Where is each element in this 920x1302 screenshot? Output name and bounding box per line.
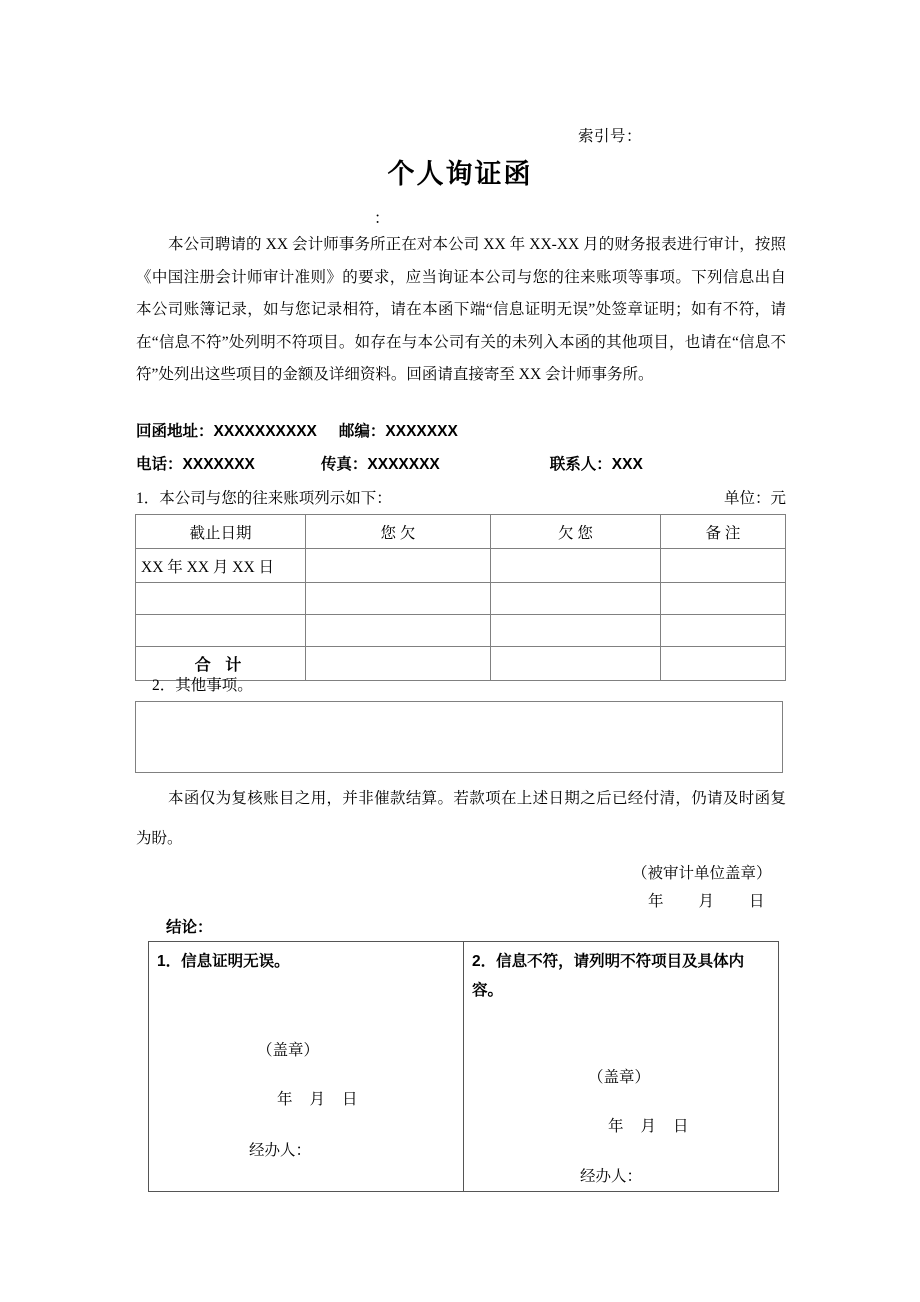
- cell-total-remark[interactable]: [661, 647, 786, 681]
- column-header-owe-you: 欠 您: [491, 515, 661, 549]
- phone-label: 电话：: [136, 456, 183, 473]
- conclusion-row: [149, 942, 779, 1192]
- other-matters-box[interactable]: [135, 701, 783, 773]
- date-year-label: 年: [648, 893, 665, 910]
- closing-paragraph: 本函仅为复核账目之用，并非催款结算。若款项在上述日期之后已经付清，仍请及时函复为盼。: [136, 790, 786, 847]
- cell-you-owe[interactable]: [306, 583, 491, 615]
- column-header-date: 截止日期: [136, 515, 306, 549]
- cell-you-owe[interactable]: [306, 615, 491, 647]
- fax-value: XXXXXXX: [367, 456, 440, 473]
- date-year-label: 年: [277, 1091, 294, 1108]
- column-header-you-owe: 您 欠: [306, 515, 491, 549]
- table-row: [136, 549, 786, 583]
- cell-owe-you[interactable]: [491, 615, 661, 647]
- option1-seal-note: （盖章）: [257, 1042, 320, 1059]
- cell-date[interactable]: [136, 615, 306, 647]
- cell-owe-you[interactable]: [491, 583, 661, 615]
- table-header-row: [136, 515, 786, 549]
- option1-heading: 1．信息证明无误。: [157, 953, 290, 970]
- fax-label: 传真：: [320, 456, 368, 473]
- table-row: [136, 583, 786, 615]
- phone-value: XXXXXXX: [182, 456, 255, 473]
- cell-remark[interactable]: [661, 583, 786, 615]
- account-table: [135, 514, 786, 681]
- date-day-label: 日: [749, 893, 766, 910]
- address-value: XXXXXXXXXX: [213, 423, 317, 440]
- date-year-label: 年: [608, 1118, 625, 1135]
- section2-heading: 2．其他事项。: [152, 677, 253, 694]
- date-month-label: 月: [309, 1091, 327, 1108]
- date-month-label: 月: [698, 893, 716, 910]
- index-number-label: 索引号：: [578, 128, 643, 145]
- option1-date-line: [277, 1087, 359, 1109]
- contact-address-line: [136, 419, 458, 441]
- cell-date[interactable]: [136, 583, 306, 615]
- cell-owe-you[interactable]: [491, 549, 661, 583]
- zip-label: 邮编：: [338, 423, 386, 440]
- date-day-label: 日: [342, 1091, 359, 1108]
- date-month-label: 月: [640, 1118, 658, 1135]
- option2-seal-note: （盖章）: [588, 1069, 651, 1086]
- zip-value: XXXXXXX: [385, 423, 458, 440]
- audited-entity-seal-note: （被审计单位盖章）: [632, 865, 772, 882]
- option1-handler-label: 经办人：: [249, 1142, 312, 1159]
- contact-person-value: XXX: [611, 456, 643, 473]
- section1-heading: 1．本公司与您的往来账项列示如下：: [136, 490, 392, 507]
- cell-date[interactable]: XX 年 XX 月 XX 日: [136, 549, 306, 583]
- unit-note: 单位：元: [723, 490, 786, 507]
- cell-total-owe-you[interactable]: [491, 647, 661, 681]
- cell-total-you-owe[interactable]: [306, 647, 491, 681]
- addressee-line: ：: [374, 210, 390, 227]
- conclusion-table: [148, 941, 779, 1192]
- body-paragraph: 本公司聘请的 XX 会计师事务所正在对本公司 XX 年 XX-XX 月的财务报表进行审计，按照《中国注册会计师审计准则》的要求，应当询证本公司与您的往来账项等事项。下列信息出自本公司账簿记录，如与您记录相符，请在本函下端“信息证明无误”处签章证明；如有不符，请在“信息不符”处列明不符项目。如存在与本公司有关的未列入本函的其他项目，也请在“信息不符”处列出这些项目的金额及详细资料。回函请直接寄至 XX 会计师事务所。: [136, 236, 786, 383]
- table-row: [136, 615, 786, 647]
- signature-date-line: [648, 889, 766, 911]
- cell-remark[interactable]: [661, 615, 786, 647]
- date-day-label: 日: [673, 1118, 690, 1135]
- conclusion-label: 结论：: [166, 919, 213, 936]
- conclusion-option-2-cell[interactable]: [464, 942, 779, 1192]
- cell-you-owe[interactable]: [306, 549, 491, 583]
- option2-handler-label: 经办人：: [580, 1168, 643, 1185]
- cell-total-label: 合 计: [136, 647, 306, 681]
- option2-heading: 2．信息不符，请列明不符项目及具体内容。: [472, 953, 745, 999]
- conclusion-option-1-cell[interactable]: [149, 942, 464, 1192]
- option2-date-line: [608, 1114, 690, 1136]
- contact-phone-line: [136, 452, 643, 474]
- cell-remark[interactable]: [661, 549, 786, 583]
- column-header-remark: 备 注: [661, 515, 786, 549]
- address-label: 回函地址：: [136, 423, 214, 440]
- page-title: 个人询证函: [387, 159, 533, 189]
- contact-person-label: 联系人：: [549, 456, 612, 473]
